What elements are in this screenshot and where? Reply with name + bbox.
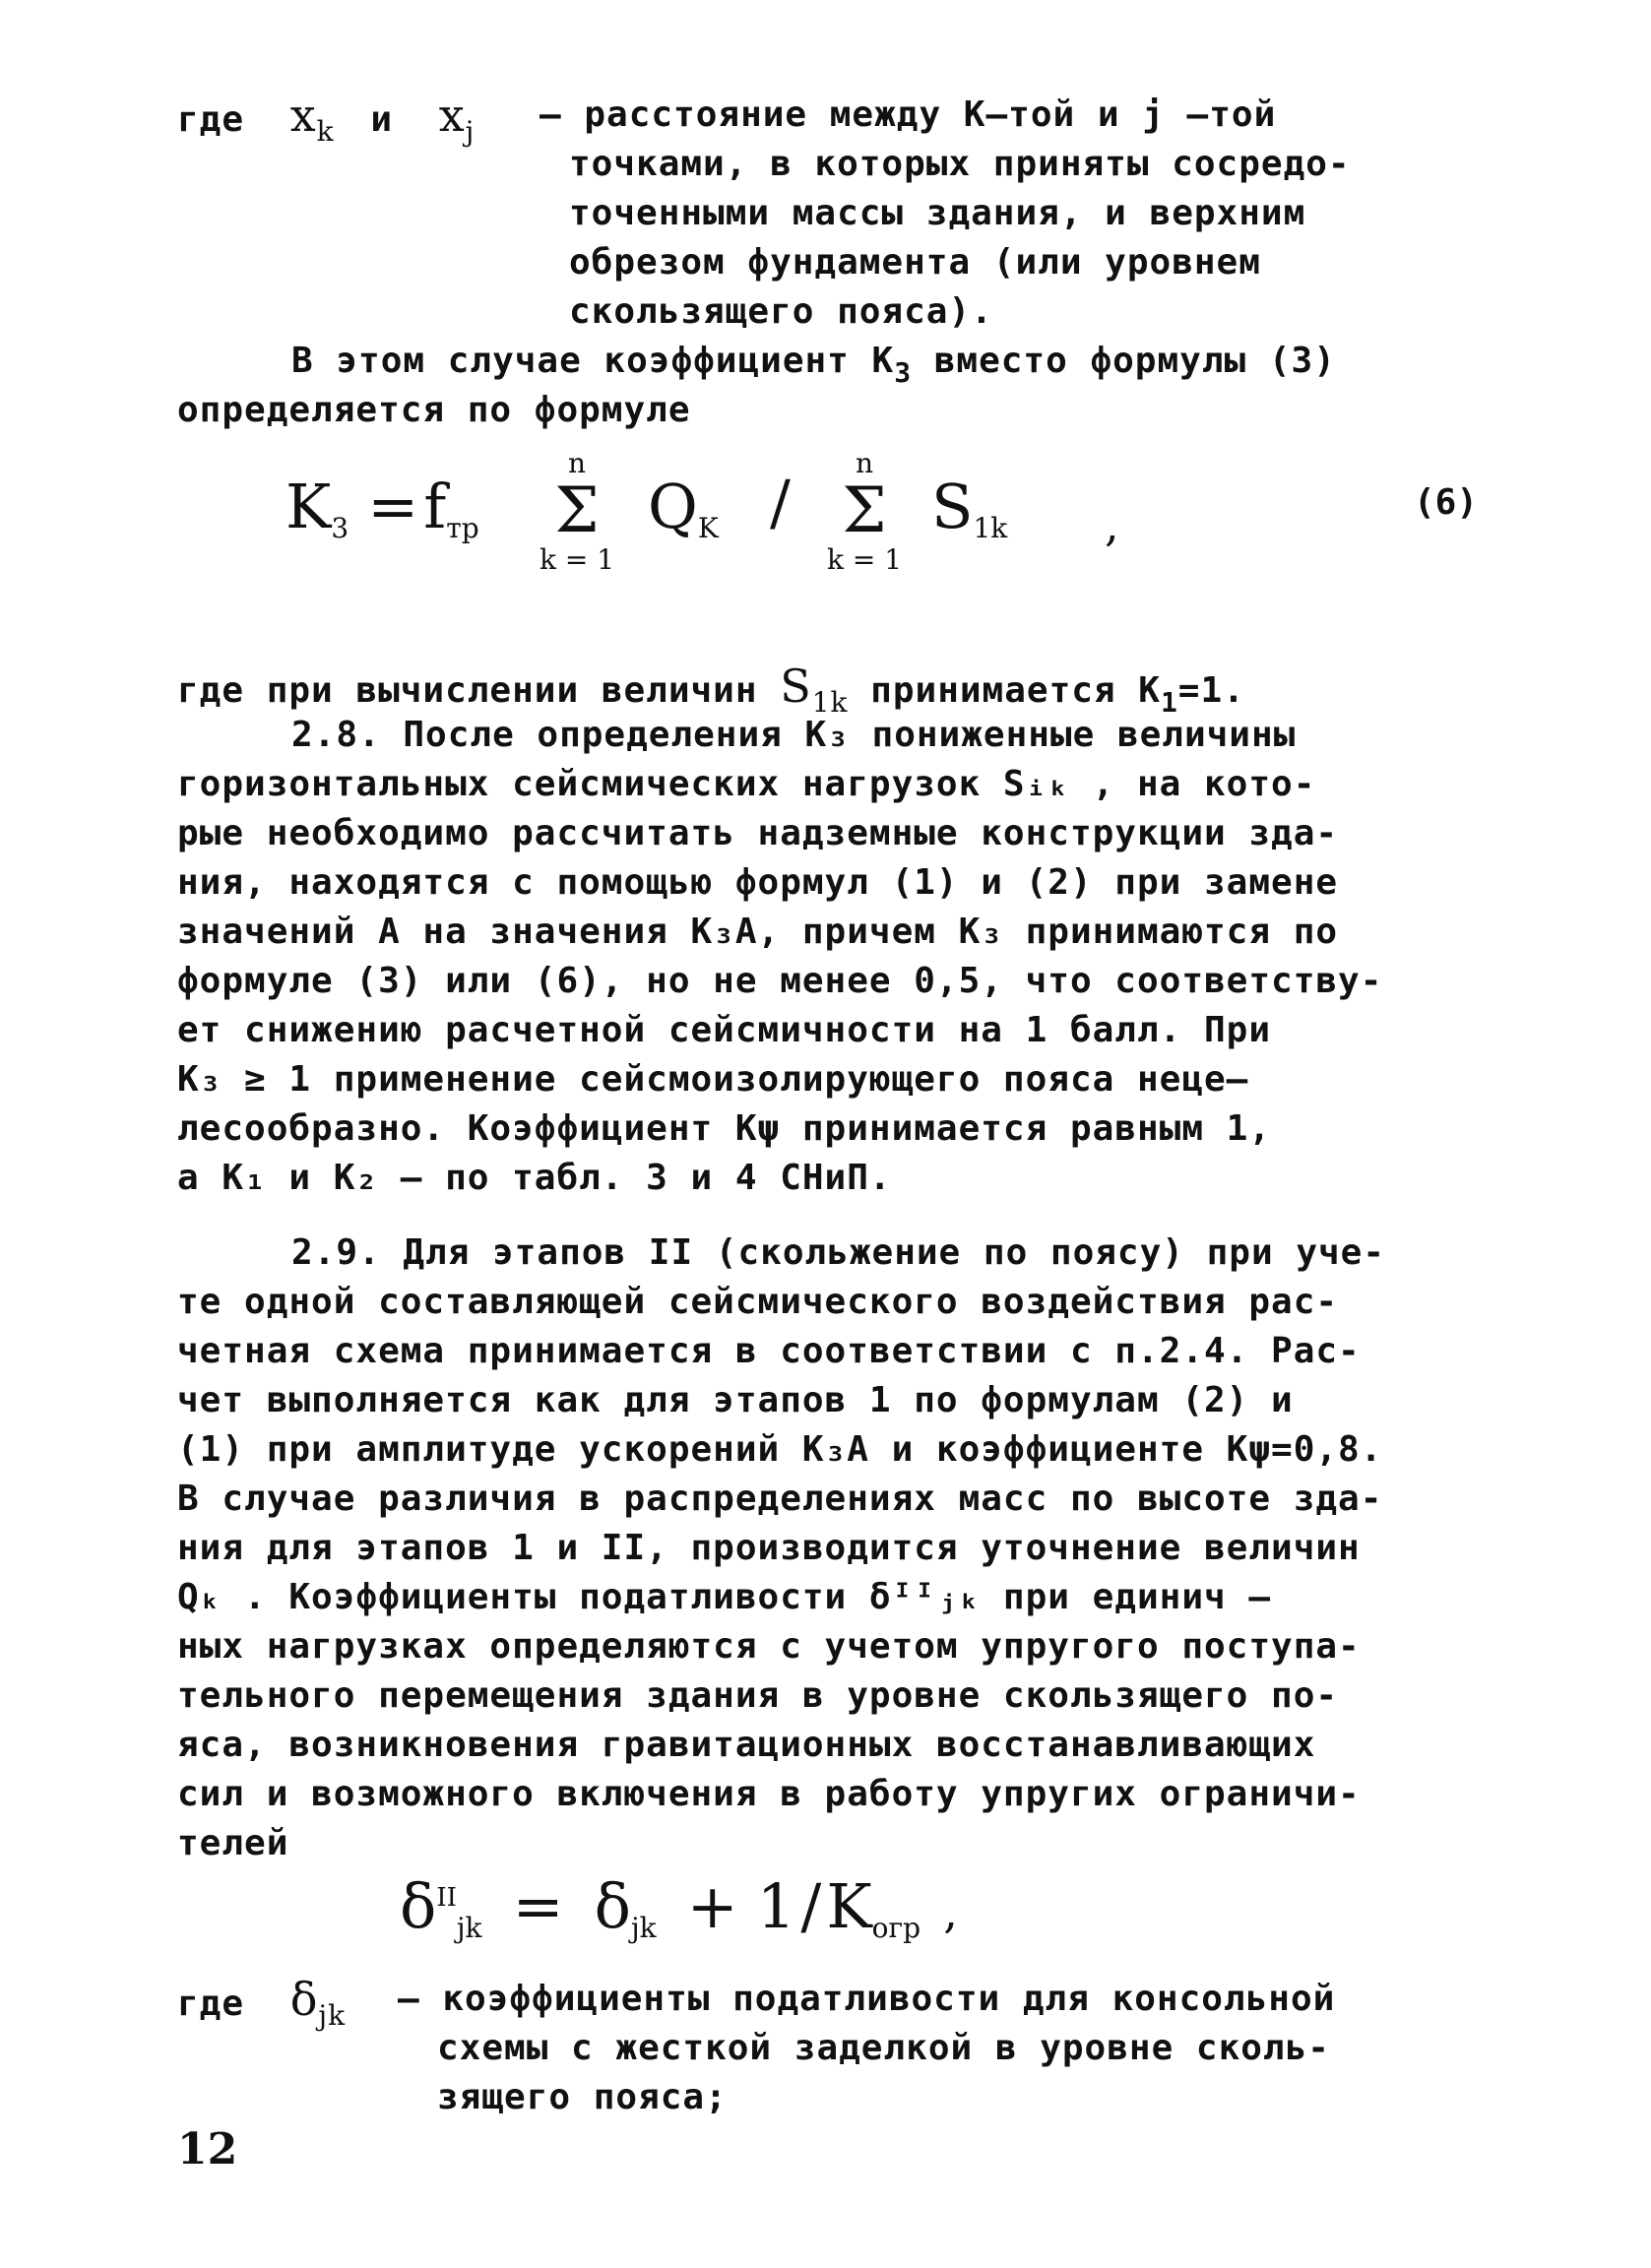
section-2-9-line: 2.9. Для этапов II (скольжение по поясу) при уче- [291,1232,1386,1273]
intro-formula-6-line1: В этом случае коэффициент $К_3$ вместо формулы (3) [291,341,1336,389]
sum2-lower: k = 1 [826,543,903,576]
section-2-8-line: ния, находятся с помощью формул (1) и (2) при замене [177,862,1339,903]
sum-1 [528,447,626,576]
section-2-9-line: В случае различия в распределениях масс по высоте зда- [177,1479,1383,1519]
def1-line: точенными массы здания, и верхним [569,193,1306,233]
section-2-9-line: сил и возможного включения в работу упругих ограничи- [177,1774,1361,1814]
page-number: 12 [177,2124,238,2174]
q-term: $Q_K$ [648,471,719,544]
def2-line: схемы с жесткой заделкой в уровне сколь- [437,2028,1330,2068]
sum1-lower: k = 1 [539,543,615,576]
section-2-8-line: 2.8. После определения К₃ пониженные величины [291,715,1297,755]
division-slash: / [800,1870,822,1942]
k-restraint: $K_{огр}$ [826,1870,921,1944]
section-2-8 [177,711,1382,1203]
sigma-icon: Σ [842,474,887,547]
s-term: $S_{1k}$ [931,471,1008,544]
where-word: где [177,99,245,140]
section-2-8-line: рые необходимо рассчитать надземные конструкции зда- [177,813,1339,853]
formula-comma: , [943,1885,958,1938]
equals-sign: = [367,471,419,542]
section-2-8-line: горизонтальных сейсмических нагрузок Sᵢₖ , на кото- [177,764,1316,804]
formula-6-number: (6) [1414,482,1479,523]
def1-line: скользящего пояса). [569,291,993,332]
delta-jk-symbol: $\delta_{jk}$ [289,1973,347,2032]
sigma-icon: Σ [554,474,600,547]
numerator-one: 1 [756,1870,796,1942]
section-2-8-line: значений А на значения К₃А, причем К₃ принимаются по [177,912,1339,952]
definition-2-text [398,1975,1335,2122]
delta-jk: $\delta_{jk}$ [594,1870,657,1944]
def2-line: – коэффициенты податливости для консольной [398,1979,1336,2019]
var-xk: $x_k$ [289,89,335,148]
section-2-9-line: тельного перемещения здания в уровне скользящего по- [177,1675,1339,1716]
section-2-8-line: лесообразно. Коэффициент Кψ принимается равным 1, [177,1108,1272,1149]
where-word: где [177,1984,245,2024]
equals-sign: = [512,1870,564,1942]
formula-comma: , [1105,498,1119,551]
and-word: и [370,99,394,140]
definition-2-where [177,1975,346,2041]
def1-line: – расстояние между К–той и j –той [540,94,1277,135]
section-2-9-line: (1) при амплитуде ускорений К₃А и коэффициенте Kψ=0,8. [177,1429,1383,1470]
section-2-8-line: а К₁ и К₂ – по табл. 3 и 4 СНиП. [177,1158,892,1198]
section-2-9-line: Qₖ . Коэффициенты податливости δᴵᴵⱼₖ при единич – [177,1577,1272,1617]
section-2-8-line: формуле (3) или (6), но не менее 0,5, что соответству- [177,961,1383,1001]
definition-1-where [177,91,475,157]
definition-1-text [540,91,1351,337]
section-2-9-line: ных нагрузках определяются с учетом упругого поступа- [177,1626,1361,1667]
intro-formula-6-line2: определяется по формуле [177,390,691,430]
def1-line: точками, в которых приняты сосредо- [569,144,1351,184]
k3-symbol: $K_3$ [286,471,349,544]
section-2-9-line: яса, возникновения гравитационных восстанавливающих [177,1725,1316,1765]
section-2-9-line: ния для этапов 1 и II, производится уточнение величин [177,1528,1361,1568]
section-2-8-line: К₃ ≥ 1 применение сейсмоизолирующего пояса неце– [177,1059,1249,1100]
sum-2 [815,447,914,576]
sum2-upper: n [855,447,874,479]
friction-coef: $f_{тр}$ [423,471,479,544]
def2-line: зящего пояса; [437,2077,728,2117]
section-2-8-line: ет снижению расчетной сейсмичности на 1 балл. При [177,1010,1272,1050]
division-slash: / [770,467,791,538]
sum1-upper: n [567,447,587,479]
section-2-9-line: четная схема принимается в соответствии с п.2.4. Рас- [177,1331,1361,1371]
formula-7 [400,1870,958,1944]
var-xj: $x_j$ [438,89,476,148]
def1-line: обрезом фундамента (или уровнем [569,242,1261,283]
formula-6 [286,471,479,618]
section-2-9-line: те одной составляющей сейсмического воздействия рас- [177,1282,1339,1322]
section-2-9-line: чет выполняется как для этапов 1 по формулам (2) и [177,1380,1294,1420]
plus-sign: + [686,1870,738,1942]
after-formula-6: где при вычислении величин $S_{1k}$ принимается $К_1=1$. [177,660,1245,719]
section-2-9-line: телей [177,1823,289,1863]
section-2-9 [177,1228,1385,1868]
delta-ii-jk: $\delta^{II}_{jk}$ [400,1870,482,1944]
